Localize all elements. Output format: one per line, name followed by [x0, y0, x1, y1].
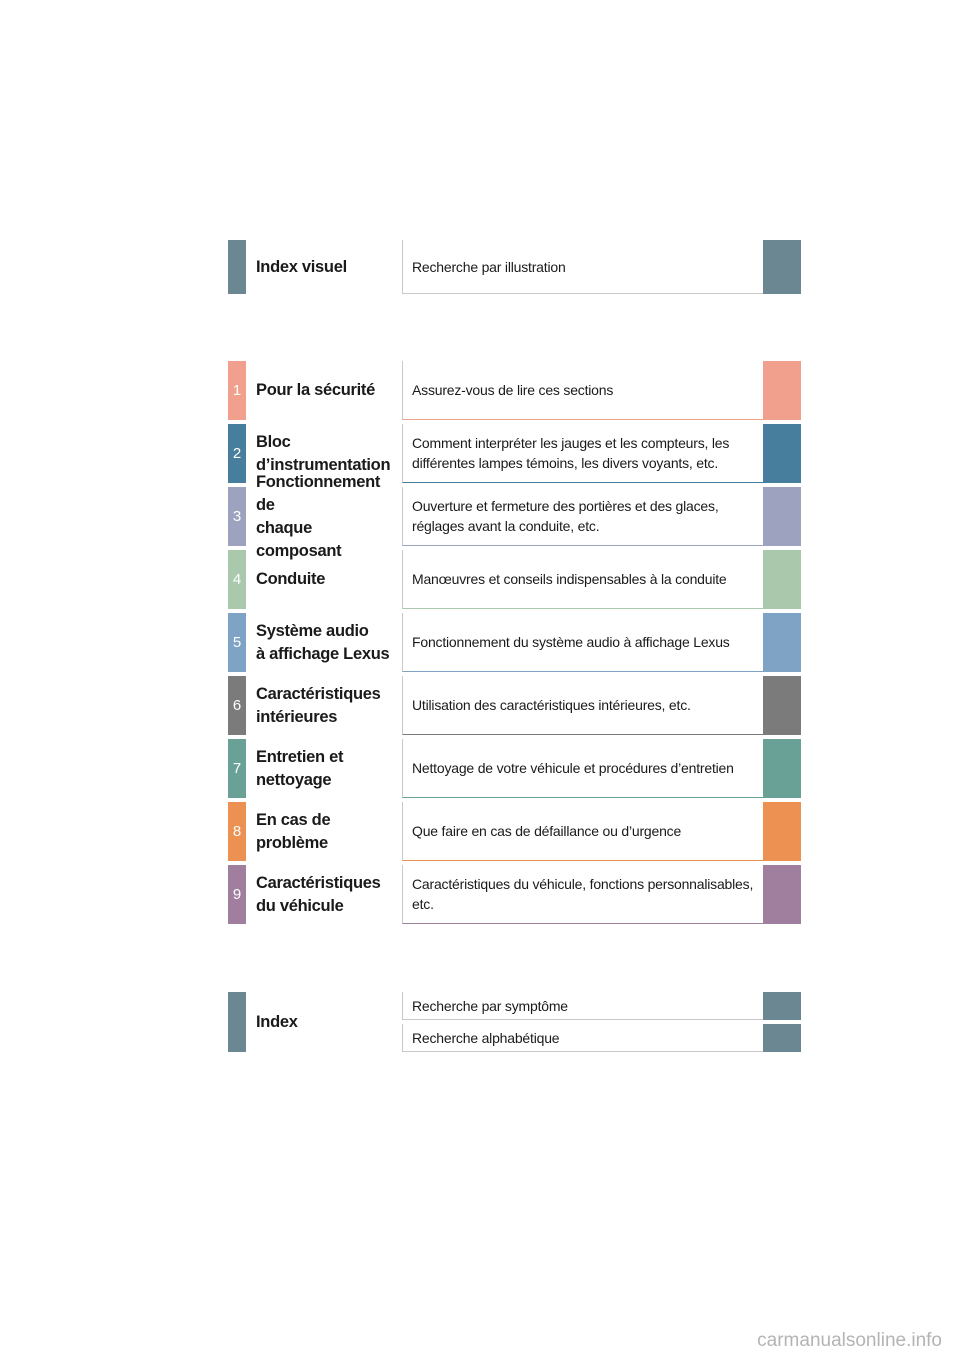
- chapter-row-1[interactable]: [228, 361, 801, 420]
- visual-index-row[interactable]: [228, 240, 801, 294]
- chapter-description: Que faire en cas de défaillance ou d’urgence: [402, 802, 763, 861]
- chapter-row-4[interactable]: [228, 550, 801, 609]
- chapter-row-5[interactable]: [228, 613, 801, 672]
- chapter-title: Pour la sécurité: [256, 381, 375, 399]
- chapter-row-6[interactable]: [228, 676, 801, 735]
- chapter-description: Utilisation des caractéristiques intérieures, etc.: [402, 676, 763, 735]
- chapter-row-7[interactable]: [228, 739, 801, 798]
- chapter-number: 4: [228, 550, 246, 609]
- chapter-tab[interactable]: [763, 550, 801, 609]
- chapter-title: Entretien et nettoyage: [256, 747, 344, 789]
- chapter-number: 3: [228, 487, 246, 546]
- chapter-number: 5: [228, 613, 246, 672]
- chapter-row-3[interactable]: [228, 472, 801, 560]
- chapter-description: Comment interpréter les jauges et les compteurs, les différentes lampes témoins, les divers voyants, etc.: [402, 424, 763, 483]
- index-item-alphabetical-label: Recherche alphabétique: [412, 1029, 560, 1046]
- chapter-number: 2: [228, 424, 246, 483]
- chapter-number: 1: [228, 361, 246, 420]
- chapter-description: Ouverture et fermeture des portières et des glaces, réglages avant la conduite, etc.: [402, 487, 763, 546]
- chapter-row-8[interactable]: [228, 802, 801, 861]
- chapter-tab[interactable]: [763, 739, 801, 798]
- index-row: [228, 992, 801, 1052]
- index-item-alphabetical[interactable]: [402, 1024, 763, 1052]
- chapter-description: Assurez-vous de lire ces sections: [402, 361, 763, 420]
- chapter-description: Nettoyage de votre véhicule et procédures d’entretien: [402, 739, 763, 798]
- visual-index-tab[interactable]: [763, 240, 801, 294]
- index-title: Index: [256, 1012, 298, 1031]
- chapter-tab[interactable]: [763, 676, 801, 735]
- chapter-number: 8: [228, 802, 246, 861]
- chapter-title: Caractéristiques du véhicule: [256, 873, 381, 915]
- chapter-description: Manœuvres et conseils indispensables à la conduite: [402, 550, 763, 609]
- chapter-title: Système audio à affichage Lexus: [256, 621, 390, 663]
- chapter-title: Conduite: [256, 570, 326, 588]
- watermark: carmanualsonline.info: [757, 1330, 942, 1351]
- index-tab-symptom[interactable]: [763, 992, 801, 1020]
- chapter-tab[interactable]: [763, 802, 801, 861]
- index-item-symptom-label: Recherche par symptôme: [412, 997, 568, 1014]
- visual-index-color-bar: [228, 240, 246, 294]
- chapter-tab[interactable]: [763, 865, 801, 924]
- visual-index-title: Index visuel: [256, 257, 347, 276]
- index-tab-alphabetical[interactable]: [763, 1024, 801, 1052]
- chapter-number: 7: [228, 739, 246, 798]
- chapter-tab[interactable]: [763, 361, 801, 420]
- index-color-bar: [228, 992, 246, 1052]
- chapter-row-9[interactable]: [228, 865, 801, 924]
- chapter-description: Fonctionnement du système audio à affichage Lexus: [402, 613, 763, 672]
- chapter-title: En cas de problème: [256, 810, 331, 852]
- chapter-description: Caractéristiques du véhicule, fonctions personnalisables, etc.: [402, 865, 763, 924]
- chapter-title: Fonctionnement de chaque composant: [256, 472, 381, 560]
- chapter-tab[interactable]: [763, 487, 801, 546]
- chapter-number: 9: [228, 865, 246, 924]
- chapter-number: 6: [228, 676, 246, 735]
- chapter-tab[interactable]: [763, 424, 801, 483]
- chapter-tab[interactable]: [763, 613, 801, 672]
- visual-index-description: Recherche par illustration: [402, 240, 763, 294]
- chapter-title: Bloc d’instrumentation: [256, 432, 391, 474]
- chapter-title: Caractéristiques intérieures: [256, 684, 381, 726]
- index-item-symptom[interactable]: [402, 992, 763, 1020]
